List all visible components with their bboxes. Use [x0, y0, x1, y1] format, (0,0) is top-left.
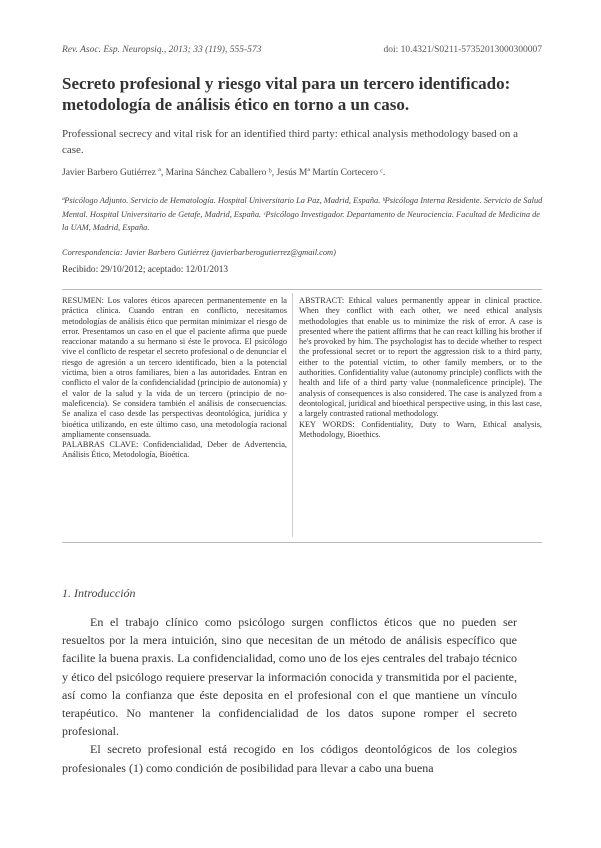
correspondence: Correspondencia: Javier Barbero Gutiérrez (javierbarberogutierrez@gmail.com) [62, 248, 336, 257]
article-subtitle-english: Professional secrecy and vital risk for an identified third party: ethical analysis methodology based on a case. [62, 128, 519, 156]
body-paragraph: El secreto profesional está recogido en los códigos deontológicos de los colegios profesionales (1) como condición de posibilidad para llevar a cabo una buena [62, 742, 517, 775]
abstract-spanish-text: RESUMEN: Los valores éticos aparecen permanentemente en la práctica clínica. Cuando entran en conflicto, necesitamos metodologías de análisis ético que permitan minimizar el riesgo de error. Presentamos un caso en el que el paciente afirma que puede reaccionar matando a su hermano si éste le provoca. El psicólogo vive el conflicto de respetar el secreto profesional o de denunciar el riesgo de agresión a un tercero identificado, bien a la potencial víctima, bien a otros familiares, bien a las autoridades. Entran en conflicto el valor de la confidencialidad (principio de autonomía) y el valor de la salud y la vida de un tercero (principio de no-maleficencia). Se considera también el análisis de consecuencias. Se analiza el caso desde las perspectivas deontológica, jurídica y bioética utilizando, en este último caso, una metodología racional ampliamente consensuada. [62, 296, 287, 439]
affiliations: ªPsicólogo Adjunto. Servicio de Hematología. Hospital Universitario La Paz, Madrid, España. ᵇPsicóloga Interna Residente. Servicio de Salud Mental. Hospital Universitario de Getafe, Madrid, España. ᶜPsicólogo Investigador. Departamento de Neurociencia. Facultad de Medicina de la UAM, Madrid, España. [62, 196, 543, 232]
journal-citation: Rev. Asoc. Esp. Neuropsiq., 2013; 33 (119), 555-573 [62, 45, 262, 55]
received-accepted-dates: Recibido: 29/10/2012; aceptado: 12/01/2013 [62, 265, 229, 275]
keywords-english: KEY WORDS: Confidentiality, Duty to Warn, Ethical analysis, Methodology, Bioethics. [299, 419, 542, 439]
running-header [62, 45, 542, 55]
abstract-column-divider [292, 293, 293, 537]
abstract-bottom-rule [62, 542, 542, 543]
section-heading: 1. Introducción [62, 586, 136, 600]
article-title: Secreto profesional y riesgo vital para un tercero identificado: metodología de análisis ético en torno a un caso. [62, 74, 511, 114]
body-paragraph: En el trabajo clínico como psicólogo surgen conflictos éticos que no pueden ser resueltos por la mera intuición, sino que necesitan de un método de análisis específico que facilite la buena praxis. La confidencialidad, como uno de los ejes centrales del trabajo técnico y ético del psicólogo requiere preservar la información conocida y transmitida por el paciente, así como la confianza que éste deposita en el profesional con el que mantiene un vínculo terapéutico. No mantener la confidencialidad de los datos supone romper el secreto profesional. [62, 615, 517, 739]
abstract-top-rule [62, 289, 542, 290]
keywords-spanish: PALABRAS CLAVE: Confidencialidad, Deber de Advertencia, Análisis Ético, Metodología, Bioética. [62, 440, 287, 460]
abstract-english-text: ABSTRACT: Ethical values permanently appear in clinical practice. When they conflict with each other, we need ethical analysis methodologies that enable us to minimize the risk of error. A case is presented where the patient affirms that he can react killing his brother if he's provoked by him. The psychologist has to decide whether to respect the professional secret or to report the aggression risk to a third party, either to the potential victim, to other family members, or to the authorities. Confidentiality value (autonomy principle) conflicts with the health and life of a third party value (nonmaleficence principle). The analysis of consequences is also considered. The case is analyzed from a deontological, juridical and bioethical perspective using, in this last case, a largely contrasted rational methodology. [299, 296, 542, 419]
introduction-body [62, 613, 517, 777]
doi: doi: 10.4321/S0211-57352013000300007 [383, 45, 542, 55]
abstract-english [299, 296, 542, 440]
abstract-spanish [62, 296, 287, 461]
authors: Javier Barbero Gutiérrez ª, Marina Sánchez Caballero ᵇ, Jesús Mª Martín Cortecero ᶜ. [62, 168, 386, 178]
